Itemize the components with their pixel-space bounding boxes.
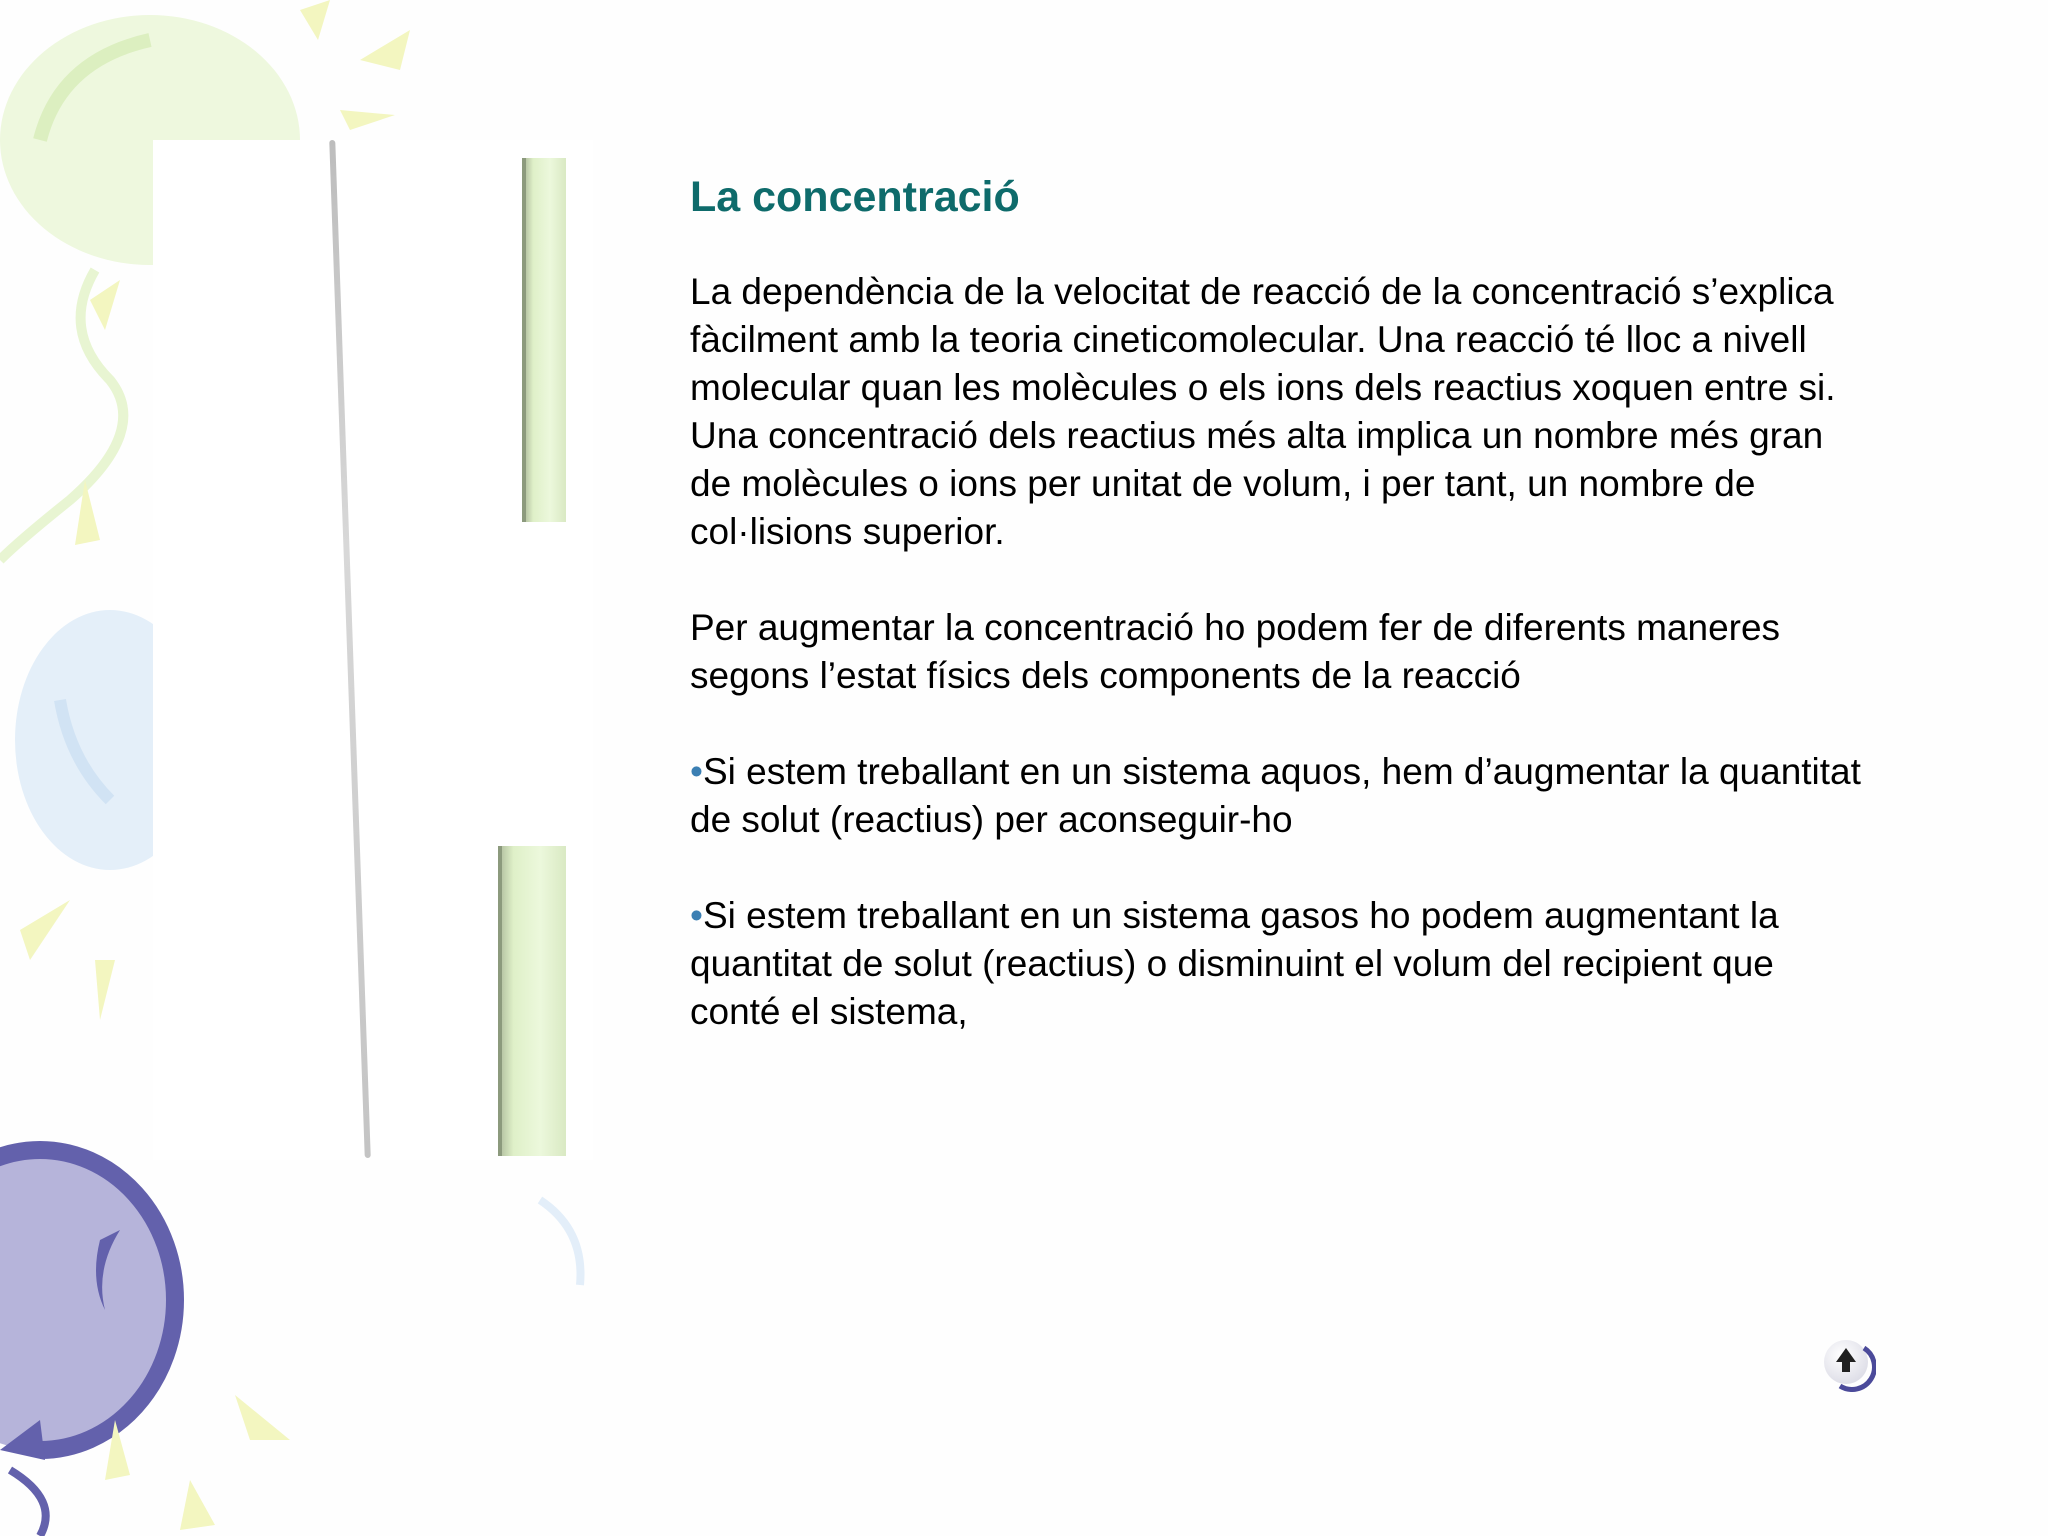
paragraph-1: La dependència de la velocitat de reacció de la concentració s’explica fàcilment amb la teoria cineticomolecular. Una reacció té lloc a nivell molecular quan les molècules o els ions dels reactius xoquen entre si. Una concentració dels reactius més alta implica un nombre més gran de molècules o ions per unitat de volum, i per tant, un nombre de col·lisions superior.: [690, 271, 1836, 552]
bullet-item-2: [690, 892, 1870, 1036]
slide-content: [690, 170, 1870, 1084]
bullet-text-2: Si estem treballant en un sistema gasos ho podem augmentant la quantitat de solut (reactius) o disminuint el volum del recipient que conté el sistema,: [690, 895, 1779, 1032]
bullet-item-1: [690, 748, 1870, 844]
paragraph-2: Per augmentar la concentració ho podem fer de diferents maneres segons l’estat físics dels components de la reacció: [690, 607, 1781, 696]
purple-balloon-icon: [0, 1150, 290, 1536]
slide-title: La concentració: [690, 173, 1020, 221]
bullet-text-1: Si estem treballant en un sistema aquos, hem d’augmentar la quantitat de solut (reactius) per aconseguir-ho: [690, 751, 1861, 840]
test-tube-top: [522, 158, 566, 522]
return-up-arrow-icon: [1820, 1336, 1876, 1392]
test-tube-bottom: [498, 846, 566, 1156]
return-up-button[interactable]: [1820, 1336, 1876, 1392]
bullet-marker: •: [690, 751, 703, 792]
bullet-marker: •: [690, 895, 703, 936]
